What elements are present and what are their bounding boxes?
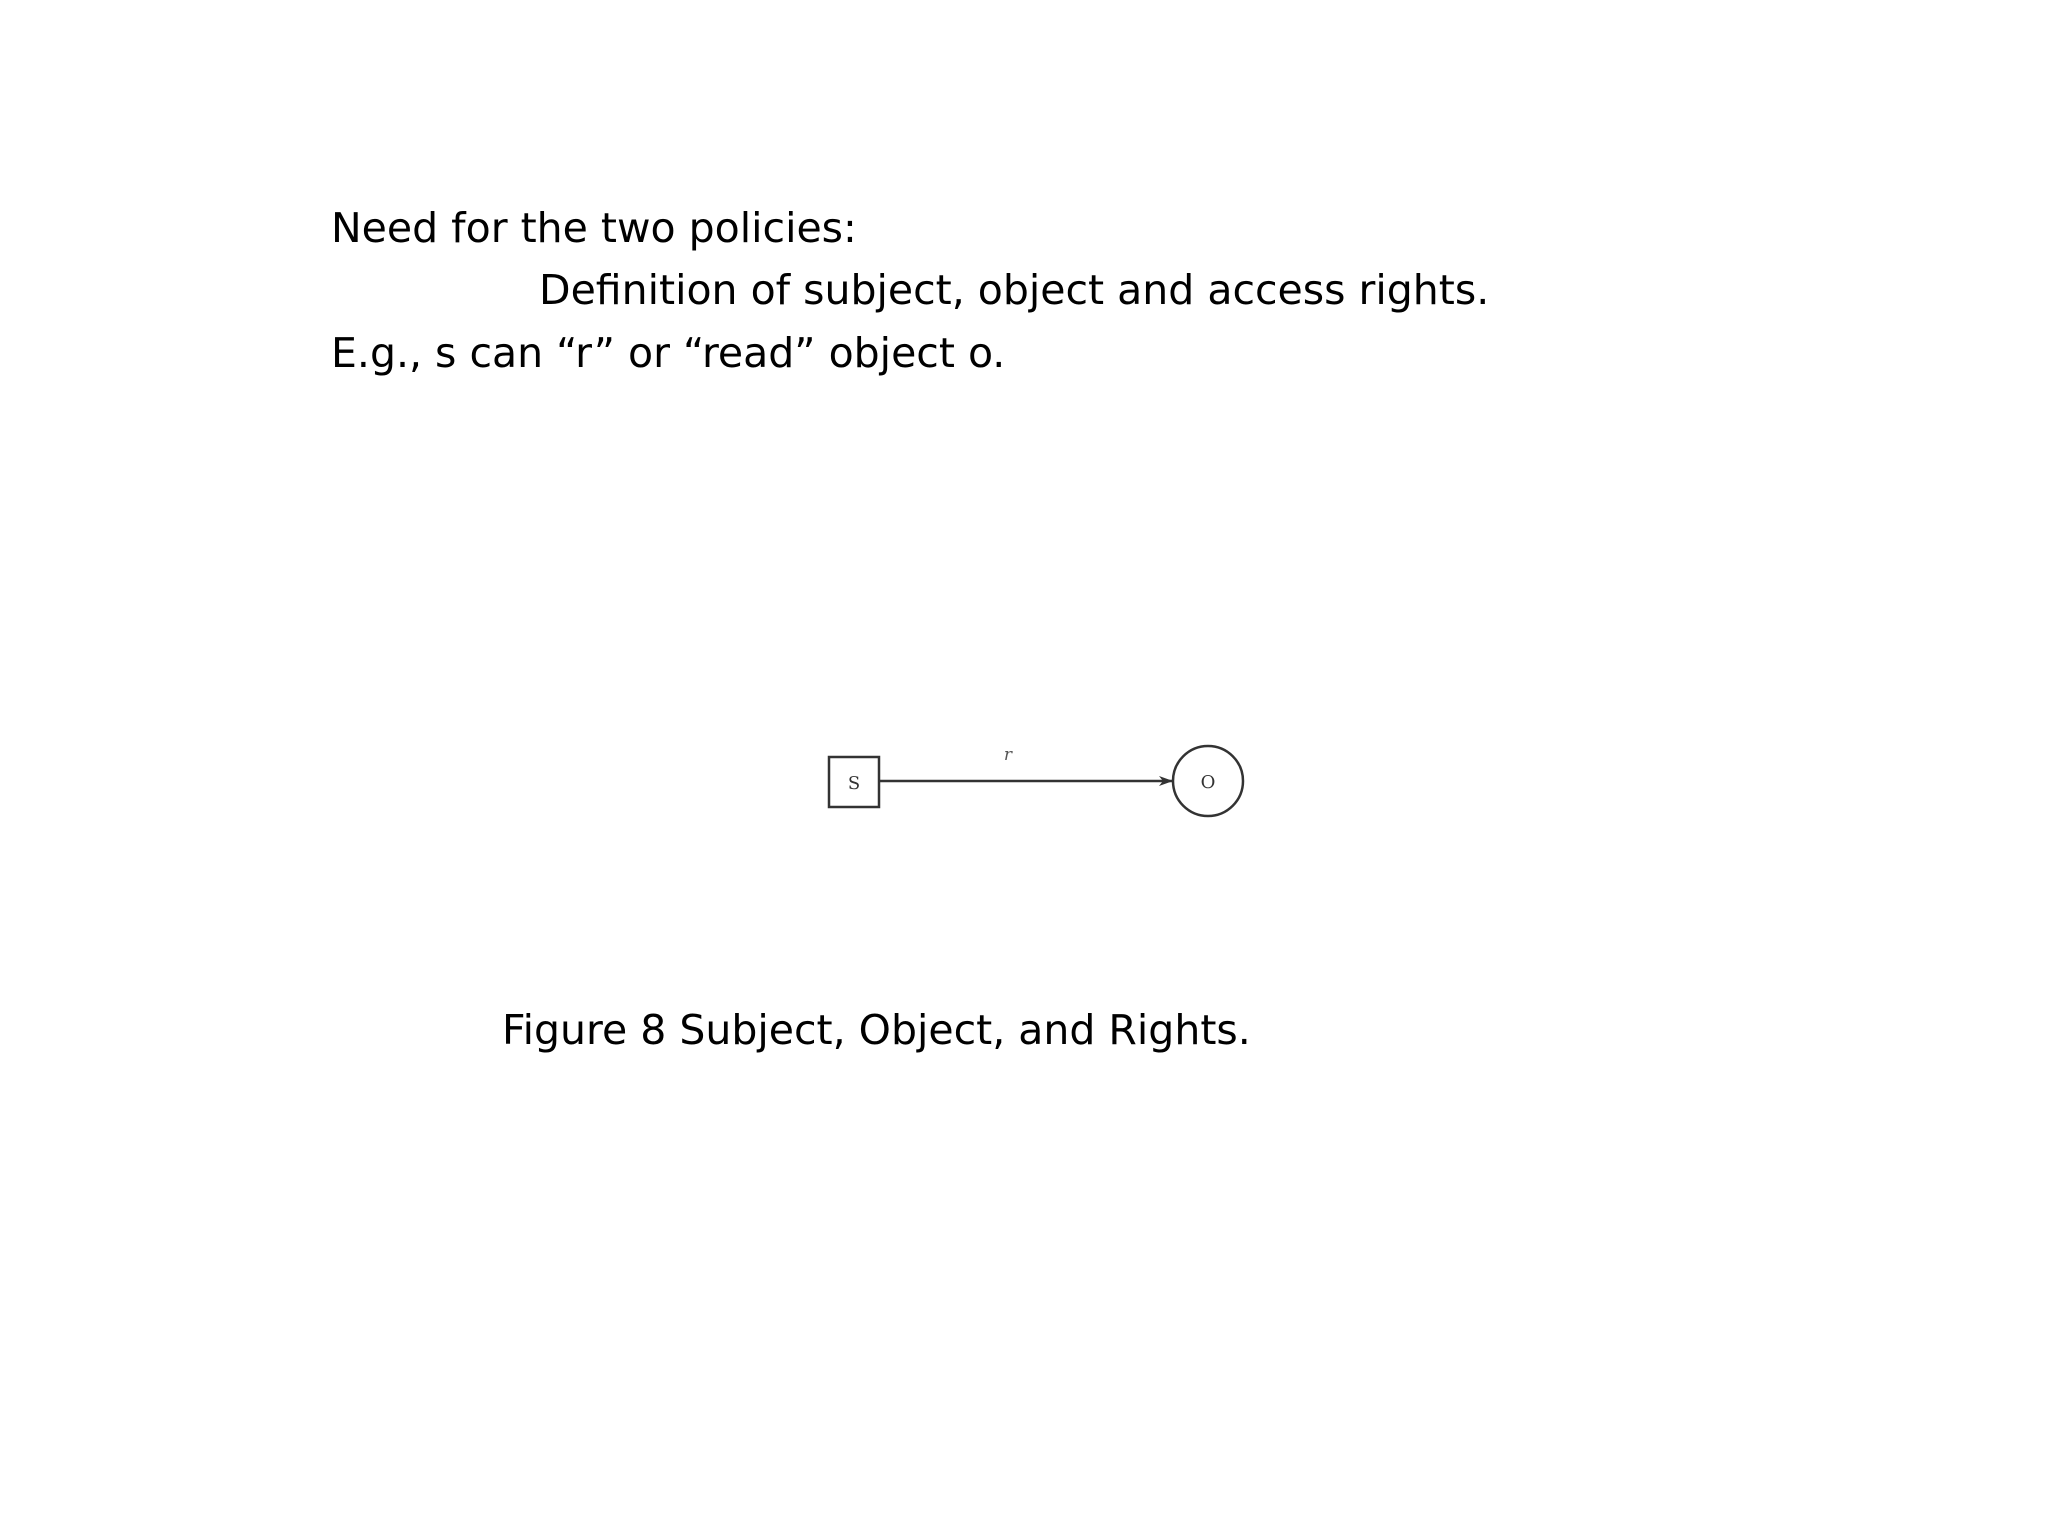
access-right-edge-label: r: [1003, 745, 1013, 765]
subject-node-label: S: [847, 773, 861, 794]
text-line-definition: Definition of subject, object and access rights.: [539, 266, 1490, 314]
object-node-label: O: [1200, 772, 1216, 793]
figure-caption: Figure 8 Subject, Object, and Rights.: [502, 1006, 1251, 1054]
text-line-example: E.g., s can “r” or “read” object o.: [331, 329, 1006, 377]
text-line-policies-heading: Need for the two policies:: [331, 204, 857, 252]
